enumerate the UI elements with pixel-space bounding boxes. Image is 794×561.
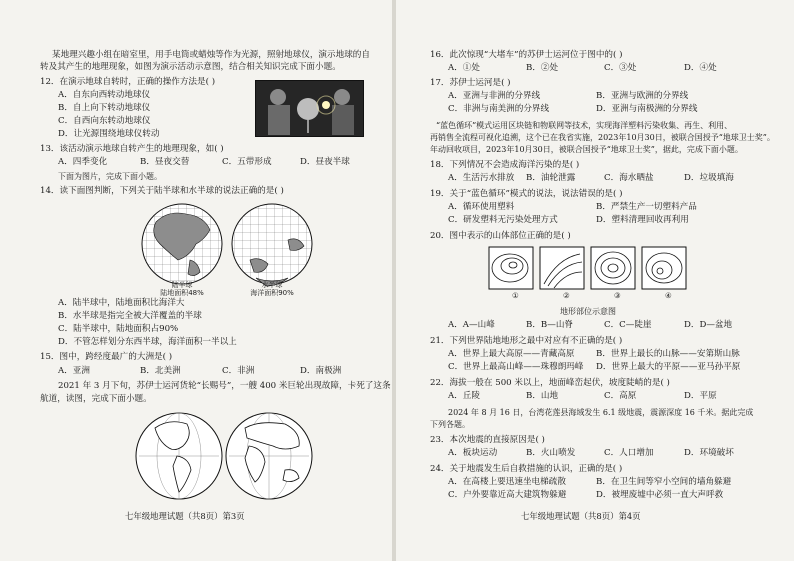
q20-option-d[interactable]: D．D—盆地 [684,320,733,330]
q16-option-b[interactable]: B．②处 [526,63,559,73]
left-page-footer: 七年级地理试题（共8页）第3页 [125,511,245,521]
contour-mark-1: ① [512,291,519,300]
western-hemisphere-globe [136,413,222,499]
passage3-line-2: 下列各题。 [430,420,470,429]
q22-option-a[interactable]: A．丘陵 [448,391,480,401]
passage2-line-3: 年动回收项目，2023年10月30日，被联合国授予“地球卫士奖”，据此，完成下面小题。 [430,145,743,154]
q21-option-c[interactable]: C．世界上最高山峰——珠穆朗玛峰 [448,362,584,372]
contour-panel-4 [642,247,686,289]
passage2-line-2: 再销售全流程可视化追溯，这个已在我省实施，2023年10月30日，被联合国授予“地球卫士奖”。 [430,133,775,142]
contour-panel-1 [489,247,533,289]
q23-option-b[interactable]: B．火山喷发 [526,448,576,458]
q24-option-b[interactable]: B．在卫生间等窄小空间的墙角躲避 [596,477,732,487]
land-hemisphere-label: 陆半球 [171,281,193,289]
q13-option-b[interactable]: B．昼夜交替 [140,157,190,167]
q19-stem: 19．关于“蓝色循环”模式的说法，说法错误的是( ) [430,189,623,199]
q18-option-c[interactable]: C．海水晒盐 [604,173,654,183]
q21-option-d[interactable]: D．世界上最大的平原——亚马孙平原 [596,362,741,372]
passage2-line-1: “蓝色循环”模式运用区块链和物联网等技术，实现海洋塑料污染收集、再生、利用、 [436,121,733,130]
q14-option-d[interactable]: D．不管怎样划分东西半球，海洋面积一半以上 [58,337,237,347]
q14-option-b[interactable]: B．水半球是指完全被大洋覆盖的半球 [58,311,202,321]
q16-stem: 16．此次惊现“大堵车”的苏伊士运河位于图中的( ) [430,50,623,60]
q18-stem: 18．下列情况不会造成海洋污染的是( ) [430,160,580,170]
eastern-hemisphere-globe [226,413,312,499]
contour-diagram-caption: 地形部位示意图 [560,307,616,316]
q19-option-c[interactable]: C．研发塑料无污染处理方式 [448,215,558,225]
q21-stem: 21．下列世界陆地地形之最中对应有不正确的是( ) [430,336,623,346]
q20-stem: 20．图中表示的山体部位正确的是( ) [430,231,571,241]
q20-option-a[interactable]: A．A—山峰 [448,320,495,330]
q17-option-d[interactable]: D．亚洲与南极洲的分界线 [596,104,698,114]
q23-option-d[interactable]: D．环境破坏 [684,448,734,458]
q24-stem: 24．关于地震发生后自救措施的认识，正确的是( ) [430,464,623,474]
q23-option-a[interactable]: A．板块运动 [448,448,498,458]
q13-option-d[interactable]: D．昼夜半球 [300,157,350,167]
q13-option-a[interactable]: A．四季变化 [58,157,108,167]
intro-line-1: 某地理兴趣小组在暗室里，用手电筒或蜡烛等作为光源，照射地球仪，演示地球的自 [52,50,370,60]
water-hemisphere-globe [232,204,312,286]
q20-option-c[interactable]: C．C—陡崖 [604,320,652,330]
q12-option-a[interactable]: A．自东向西转动地球仪 [58,90,151,100]
contour-panel-3 [591,247,635,289]
q16-option-c[interactable]: C．③处 [604,63,637,73]
q13-stem: 13．该活动演示地球自转产生的地理现象，如( ) [40,144,224,154]
passage-line-2: 航道，读图，完成下面小题。 [40,394,152,404]
q15-option-d[interactable]: D．南极洲 [300,366,342,376]
q12-stem: 12．在演示地球自转时，正确的操作方法是( ) [40,77,216,87]
q21-option-b[interactable]: B．世界上最长的山脉——安第斯山脉 [596,349,740,359]
q24-option-d[interactable]: D．被埋废墟中必须一直大声呼救 [596,490,724,500]
q19-option-b[interactable]: B．严禁生产一切塑料产品 [596,202,697,212]
q12-option-c[interactable]: C．自西向东转动地球仪 [58,116,151,126]
q18-option-a[interactable]: A．生活污水排放 [448,173,515,183]
q17-option-c[interactable]: C．非洲与南美洲的分界线 [448,104,550,114]
q17-option-a[interactable]: A．亚洲与非洲的分界线 [448,91,541,101]
eastern-western-hemisphere-map [135,408,313,504]
q18-option-b[interactable]: B．油轮泄露 [526,173,576,183]
q16-option-a[interactable]: A．①处 [448,63,480,73]
contour-mark-3: ③ [614,291,621,300]
q14-option-a[interactable]: A．陆半球中，陆地面积比海洋大 [58,298,185,308]
passage3-line-1: 2024 年 8 月 16 日，台湾花莲县海域发生 6.1 级地震，震源深度 16 千米。据此完成 [448,408,754,417]
water-hemisphere-percent: 海洋面积90% [250,289,294,297]
q15-option-a[interactable]: A．亚洲 [58,366,90,376]
right-page-footer: 七年级地理试题（共8页）第4页 [521,511,641,521]
q17-stem: 17．苏伊士运河是( ) [430,78,511,88]
q23-stem: 23．本次地震的直接原因是( ) [430,435,545,445]
q18-option-d[interactable]: D．垃圾填海 [684,173,734,183]
q24-option-a[interactable]: A．在高楼上要迅速坐电梯疏散 [448,477,566,487]
q22-option-d[interactable]: D．平原 [684,391,717,401]
q23-option-c[interactable]: C．人口增加 [604,448,654,458]
q12-option-d[interactable]: D．让光源围绕地球仪转动 [58,129,160,139]
contour-mark-4: ④ [665,291,672,300]
q17-option-b[interactable]: B．亚洲与欧洲的分界线 [596,91,689,101]
land-hemisphere-globe [142,204,222,284]
q22-stem: 22．海拔一般在 500 米以上，地面峰峦起伏，坡度陡峭的是( ) [430,378,670,388]
left-page [0,0,392,561]
q19-option-d[interactable]: D．塑料清理回收再利用 [596,215,689,225]
intro-line-2: 转及其产生的地理现象，如图为演示活动示意图，结合相关知识完成下面小题。 [40,62,341,72]
q20-option-b[interactable]: B．B—山脊 [526,320,574,330]
q22-option-b[interactable]: B．山地 [526,391,559,401]
q12-option-b[interactable]: B．自上向下转动地球仪 [58,103,151,113]
contour-panel-2 [540,247,584,289]
q15-option-c[interactable]: C．非洲 [222,366,255,376]
q13-option-c[interactable]: C．五带形成 [222,157,272,167]
q14-stem: 14．读下面图判断，下列关于陆半球和水半球的说法正确的是( ) [40,186,284,196]
land-hemisphere-percent: 陆地面积48% [160,289,204,297]
q13-note: 下面为图片，完成下面小题。 [58,172,162,181]
q15-stem: 15．图中，跨经度最广的大洲是( ) [40,352,173,362]
q24-option-c[interactable]: C．户外要靠近高大建筑物躲避 [448,490,567,500]
q19-option-a[interactable]: A．循环使用塑料 [448,202,515,212]
q21-option-a[interactable]: A．世界上最大高原——青藏高原 [448,349,575,359]
passage-line-1: 2021 年 3 月下旬，苏伊士运河货轮“长赐号”，一艘 400 米巨轮出现故障，卡死了这条 [58,381,391,391]
right-page [396,0,794,561]
water-hemisphere-label: 水半球 [261,281,283,289]
q14-option-c[interactable]: C．陆半球中，陆地面积占90% [58,324,179,334]
contour-mark-2: ② [563,291,570,300]
q15-option-b[interactable]: B．北美洲 [140,366,181,376]
q22-option-c[interactable]: C．高原 [604,391,637,401]
q16-option-d[interactable]: D．④处 [684,63,717,73]
demonstration-photo [255,80,364,137]
